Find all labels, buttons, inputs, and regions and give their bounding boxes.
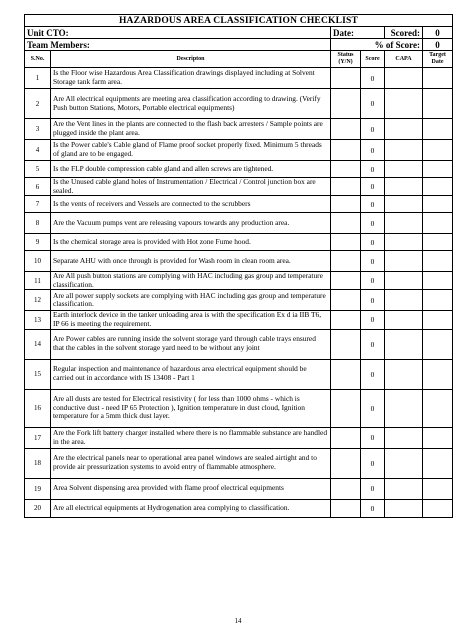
row-description: Are All push button stations are complying with HAC including gas group and temperature classification.: [51, 272, 331, 290]
row-capa[interactable]: [385, 178, 423, 196]
row-score: 0: [361, 272, 385, 290]
row-description: Is the chemical storage area is provided with Hot zone Fume hood.: [51, 234, 331, 251]
row-capa[interactable]: [385, 499, 423, 517]
row-description: Are all electrical equipments at Hydrogenation area complying to classification.: [51, 499, 331, 517]
row-sno: 2: [25, 89, 51, 119]
table-row: [25, 389, 453, 427]
row-status[interactable]: [331, 499, 361, 517]
row-sno: 3: [25, 119, 51, 140]
row-status[interactable]: [331, 389, 361, 427]
row-target-date[interactable]: [423, 290, 453, 311]
row-sno: 1: [25, 68, 51, 89]
row-sno: 4: [25, 140, 51, 161]
col-description: Descripton: [51, 51, 331, 68]
row-capa[interactable]: [385, 448, 423, 478]
row-sno: 14: [25, 329, 51, 359]
table-row: [25, 68, 453, 89]
row-target-date[interactable]: [423, 140, 453, 161]
row-target-date[interactable]: [423, 213, 453, 234]
row-score: 0: [361, 196, 385, 213]
row-capa[interactable]: [385, 89, 423, 119]
row-status[interactable]: [331, 140, 361, 161]
page-number: 14: [234, 617, 242, 625]
row-score: 0: [361, 251, 385, 272]
row-sno: 17: [25, 427, 51, 448]
row-score: 0: [361, 427, 385, 448]
row-capa[interactable]: [385, 329, 423, 359]
row-capa[interactable]: [385, 119, 423, 140]
row-score: 0: [361, 119, 385, 140]
table-row: [25, 234, 453, 251]
row-target-date[interactable]: [423, 178, 453, 196]
row-score: 0: [361, 68, 385, 89]
table-row: [25, 478, 453, 499]
col-score: Score: [361, 51, 385, 68]
row-description: Area Solvent dispensing area provided with flame proof electrical equipments: [51, 478, 331, 499]
row-target-date[interactable]: [423, 234, 453, 251]
row-description: Are all power supply sockets are complying with HAC including gas group and temperature classification.: [51, 290, 331, 311]
row-sno: 8: [25, 213, 51, 234]
row-target-date[interactable]: [423, 427, 453, 448]
row-target-date[interactable]: [423, 499, 453, 517]
row-score: 0: [361, 140, 385, 161]
percent-value: 0: [423, 39, 453, 51]
row-description: Regular inspection and maintenance of hazardous area electrical equipment should be carried out in accordance with IS 13408 - Part 1: [51, 359, 331, 389]
col-target-date: Target Date: [423, 51, 453, 68]
row-target-date[interactable]: [423, 448, 453, 478]
row-status[interactable]: [331, 213, 361, 234]
row-description: Is the FLP double compression cable gland and allen screws are tightened.: [51, 161, 331, 178]
row-status[interactable]: [331, 178, 361, 196]
row-target-date[interactable]: [423, 68, 453, 89]
row-sno: 11: [25, 272, 51, 290]
column-header-row: [25, 51, 453, 68]
row-capa[interactable]: [385, 234, 423, 251]
table-row: [25, 140, 453, 161]
row-target-date[interactable]: [423, 329, 453, 359]
row-status[interactable]: [331, 161, 361, 178]
row-sno: 19: [25, 478, 51, 499]
checklist-sheet: [24, 14, 452, 625]
col-status: Status (Y/N): [331, 51, 361, 68]
row-capa[interactable]: [385, 68, 423, 89]
row-score: 0: [361, 290, 385, 311]
row-capa[interactable]: [385, 359, 423, 389]
row-status[interactable]: [331, 290, 361, 311]
table-row: [25, 119, 453, 140]
row-capa[interactable]: [385, 311, 423, 329]
row-capa[interactable]: [385, 427, 423, 448]
row-score: 0: [361, 499, 385, 517]
team-label: Team Members:: [25, 39, 331, 51]
row-capa[interactable]: [385, 272, 423, 290]
row-description: Are the Vacuum pumps vent are releasing vapours towards any production area.: [51, 213, 331, 234]
checklist-table: [24, 14, 453, 518]
row-score: 0: [361, 478, 385, 499]
row-description: Earth interlock device in the tanker unloading area is with the specification Ex d ia IIB T6, IP 66 is meeting the requirement.: [51, 311, 331, 329]
unit-label: Unit CTO:: [25, 27, 331, 39]
row-description: Is the Floor wise Hazardous Area Classification drawings displayed including at Solvent Storage tank farm area.: [51, 68, 331, 89]
row-capa[interactable]: [385, 213, 423, 234]
row-score: 0: [361, 213, 385, 234]
table-row: [25, 178, 453, 196]
row-sno: 18: [25, 448, 51, 478]
row-target-date[interactable]: [423, 478, 453, 499]
row-capa[interactable]: [385, 140, 423, 161]
row-status[interactable]: [331, 89, 361, 119]
row-status[interactable]: [331, 478, 361, 499]
row-status[interactable]: [331, 311, 361, 329]
row-description: Are All electrical equipments are meeting area classification according to drawing. (Verify Push button Stations, Motors, Portable electrical equipments): [51, 89, 331, 119]
date-label: Date:: [331, 27, 385, 39]
row-capa[interactable]: [385, 161, 423, 178]
row-score: 0: [361, 311, 385, 329]
row-status[interactable]: [331, 427, 361, 448]
row-sno: 7: [25, 196, 51, 213]
row-description: Are the Vent lines in the plants are connected to the flash back arresters / Sample points are plugged inside the plant area.: [51, 119, 331, 140]
checklist-rows: [25, 68, 453, 518]
row-target-date[interactable]: [423, 161, 453, 178]
table-row: [25, 427, 453, 448]
col-sno: S.No.: [25, 51, 51, 68]
row-target-date[interactable]: [423, 119, 453, 140]
row-target-date[interactable]: [423, 89, 453, 119]
table-row: [25, 311, 453, 329]
row-score: 0: [361, 89, 385, 119]
row-score: 0: [361, 234, 385, 251]
table-row: [25, 89, 453, 119]
row-status[interactable]: [331, 119, 361, 140]
row-description: Is the Unused cable gland holes of Instrumentation / Electrical / Control junction box are sealed.: [51, 178, 331, 196]
row-status[interactable]: [331, 234, 361, 251]
row-sno: 5: [25, 161, 51, 178]
row-capa[interactable]: [385, 478, 423, 499]
table-row: [25, 272, 453, 290]
unit-row: [25, 27, 453, 39]
row-description: Are the Fork lift battery charger installed where there is no flammable substance are handled in the area.: [51, 427, 331, 448]
row-target-date[interactable]: [423, 272, 453, 290]
row-status[interactable]: [331, 196, 361, 213]
row-capa[interactable]: [385, 290, 423, 311]
row-score: 0: [361, 178, 385, 196]
row-description: Separate AHU with once through is provided for Wash room in clean room area.: [51, 251, 331, 272]
table-row: [25, 161, 453, 178]
row-sno: 6: [25, 178, 51, 196]
row-target-date[interactable]: [423, 251, 453, 272]
row-target-date[interactable]: [423, 311, 453, 329]
row-description: Is the Power cable's Cable gland of Flame proof socket properly fixed. Minimum 5 threads of gland are to be engaged.: [51, 140, 331, 161]
row-score: 0: [361, 448, 385, 478]
table-row: [25, 448, 453, 478]
team-row: [25, 39, 453, 51]
table-row: [25, 290, 453, 311]
row-description: Is the vents of receivers and Vessels are connected to the scrubbers: [51, 196, 331, 213]
row-score: 0: [361, 329, 385, 359]
row-status[interactable]: [331, 329, 361, 359]
row-sno: 16: [25, 389, 51, 427]
table-row: [25, 196, 453, 213]
row-score: 0: [361, 389, 385, 427]
row-target-date[interactable]: [423, 196, 453, 213]
row-status[interactable]: [331, 359, 361, 389]
row-score: 0: [361, 359, 385, 389]
row-sno: 9: [25, 234, 51, 251]
row-description: Are the electrical panels near to operational area panel windows are sealed airtight and to provide air pressurization systems to avoid entry of flammable atmosphere.: [51, 448, 331, 478]
table-row: [25, 359, 453, 389]
row-sno: 10: [25, 251, 51, 272]
row-status[interactable]: [331, 272, 361, 290]
row-description: Are Power cables are running inside the solvent storage yard through cable trays ensured that the cables in the solvent storage yard need to be without any joint: [51, 329, 331, 359]
row-capa[interactable]: [385, 389, 423, 427]
scored-value: 0: [423, 27, 453, 39]
table-row: [25, 499, 453, 517]
row-capa[interactable]: [385, 196, 423, 213]
row-status[interactable]: [331, 448, 361, 478]
row-status[interactable]: [331, 68, 361, 89]
row-score: 0: [361, 161, 385, 178]
row-status[interactable]: [331, 251, 361, 272]
row-capa[interactable]: [385, 251, 423, 272]
table-row: [25, 213, 453, 234]
row-target-date[interactable]: [423, 359, 453, 389]
row-sno: 13: [25, 311, 51, 329]
row-sno: 12: [25, 290, 51, 311]
row-sno: 20: [25, 499, 51, 517]
table-row: [25, 329, 453, 359]
scored-label: Scored:: [385, 27, 423, 39]
row-description: Are all dusts are tested for Electrical resistivity ( for less than 1000 ohms - which is conductive dust - need IP 65 Protection ), Ignition temperature in dust cloud, Ignition temperature for a 5mm thick dust layer.: [51, 389, 331, 427]
table-row: [25, 251, 453, 272]
percent-label: % of Score:: [331, 39, 423, 51]
page-title: HAZARDOUS AREA CLASSIFICATION CHECKLIST: [25, 15, 453, 27]
row-sno: 15: [25, 359, 51, 389]
col-capa: CAPA: [385, 51, 423, 68]
row-target-date[interactable]: [423, 389, 453, 427]
